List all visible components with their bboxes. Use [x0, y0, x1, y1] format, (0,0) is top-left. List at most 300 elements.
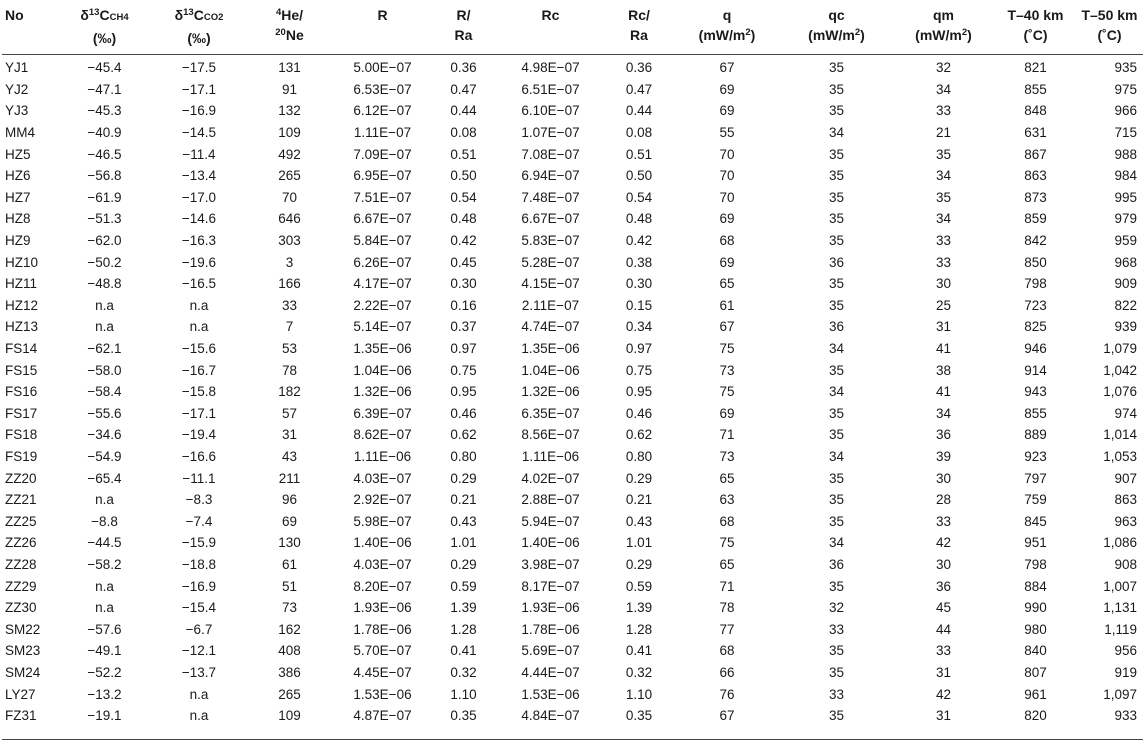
qc-value-cell: 33 — [828, 621, 845, 637]
he-ne-ratio-cell: 70 — [281, 189, 298, 205]
table-row — [2, 187, 1143, 209]
qc-value-cell: 34 — [828, 448, 845, 464]
rc-value-cell: 6.10E−07 — [521, 103, 580, 119]
t50-value-cell: 1,119 — [1104, 621, 1137, 637]
r-value-cell: 5.00E−07 — [353, 60, 412, 76]
rc-value-cell: 6.67E−07 — [521, 211, 580, 227]
d13c-co2-cell: −14.6 — [181, 211, 217, 227]
t40-value-cell: 825 — [1024, 319, 1047, 335]
d13c-co2-cell: −16.5 — [181, 276, 217, 292]
r-ra-cell: 0.75 — [450, 362, 477, 378]
t40-value-cell: 946 — [1024, 341, 1047, 357]
r-ra-cell: 0.50 — [450, 168, 477, 184]
q-value-cell: 75 — [719, 341, 735, 357]
q-value-cell: 67 — [719, 319, 735, 335]
t50-value-cell: 1,014 — [1103, 427, 1137, 443]
t40-value-cell: 923 — [1024, 448, 1047, 464]
t50-value-cell: 909 — [1114, 276, 1137, 292]
header-q: q $(mW/m^2)$ — [698, 7, 756, 43]
q-value-cell: 69 — [719, 103, 735, 119]
he-ne-ratio-cell: 408 — [278, 643, 301, 659]
he-ne-ratio-cell: 130 — [278, 535, 301, 551]
qm-value-cell: 38 — [935, 362, 952, 378]
t50-value-cell: 988 — [1114, 146, 1137, 162]
t50-value-cell: 974 — [1114, 405, 1137, 421]
r-value-cell: 1.35E−06 — [353, 341, 412, 357]
d13c-ch4-cell: −45.4 — [87, 60, 122, 76]
t50-value-cell: 863 — [1114, 492, 1137, 508]
he-ne-ratio-cell: 3 — [285, 254, 294, 270]
qm-value-cell: 33 — [935, 513, 952, 529]
qm-value-cell: 41 — [935, 341, 952, 357]
qc-value-cell: 35 — [828, 470, 845, 486]
rc-ra-cell: 0.42 — [625, 233, 653, 249]
he-ne-ratio-cell: 73 — [281, 600, 298, 616]
qc-value-cell: 35 — [828, 60, 845, 76]
d13c-ch4-cell: −51.3 — [87, 211, 122, 227]
qc-value-cell: 35 — [828, 643, 845, 659]
r-value-cell: 1.78E−06 — [353, 621, 412, 637]
t40-value-cell: 821 — [1024, 60, 1047, 76]
rc-ra-cell: 0.62 — [625, 427, 653, 443]
t50-value-cell: 907 — [1114, 470, 1137, 486]
r-value-cell: 1.11E−06 — [353, 448, 412, 464]
r-ra-cell: 0.30 — [450, 276, 477, 292]
t40-value-cell: 820 — [1024, 708, 1047, 724]
table-row — [2, 403, 1143, 425]
sample-id-cell: SM22 — [5, 621, 41, 637]
qc-value-cell: 35 — [828, 297, 845, 313]
he-ne-ratio-cell: 303 — [278, 233, 301, 249]
r-value-cell: 5.70E−07 — [353, 643, 412, 659]
rc-ra-cell: 0.29 — [625, 470, 653, 486]
t40-value-cell: 798 — [1024, 556, 1047, 572]
r-ra-cell: 0.44 — [450, 103, 477, 119]
d13c-co2-cell: n.a — [189, 319, 209, 335]
d13c-ch4-cell: n.a — [95, 600, 114, 616]
r-ra-cell: 1.01 — [450, 535, 477, 551]
he-ne-ratio-cell: 51 — [281, 578, 298, 594]
rc-ra-cell: 0.15 — [625, 297, 653, 313]
d13c-ch4-cell: −40.9 — [87, 125, 122, 141]
r-value-cell: 5.84E−07 — [353, 233, 412, 249]
t50-value-cell: 995 — [1114, 189, 1137, 205]
q-value-cell: 71 — [719, 427, 735, 443]
qc-value-cell: 35 — [828, 233, 845, 249]
d13c-co2-cell: −15.9 — [181, 535, 217, 551]
qc-value-cell: 35 — [828, 513, 845, 529]
qm-value-cell: 30 — [935, 556, 952, 572]
r-ra-cell: 0.29 — [450, 470, 477, 486]
qc-value-cell: 36 — [828, 556, 845, 572]
t40-value-cell: 943 — [1024, 384, 1047, 400]
d13c-ch4-cell: −57.6 — [87, 621, 122, 637]
header-r-ra: R/ Ra — [454, 7, 473, 43]
header-d13c-ch4: $\delta^{13}CCH4$ (‰) — [80, 7, 129, 46]
qc-value-cell: 35 — [828, 146, 845, 162]
t50-value-cell: 1,086 — [1103, 535, 1137, 551]
r-ra-cell: 0.51 — [450, 146, 477, 162]
qc-value-cell: 32 — [828, 600, 845, 616]
he-ne-ratio-cell: 492 — [278, 146, 301, 162]
q-value-cell: 77 — [719, 621, 735, 637]
r-ra-cell: 0.37 — [450, 319, 477, 335]
sample-id-cell: HZ12 — [5, 297, 39, 313]
d13c-co2-cell: −18.8 — [181, 556, 217, 572]
he-ne-ratio-cell: 31 — [281, 427, 298, 443]
t40-value-cell: 723 — [1024, 297, 1047, 313]
rc-value-cell: 1.78E−06 — [521, 621, 580, 637]
q-value-cell: 75 — [719, 535, 735, 551]
r-value-cell: 6.12E−07 — [353, 103, 412, 119]
he-ne-ratio-cell: 91 — [281, 81, 298, 97]
sample-id-cell: ZZ20 — [5, 470, 37, 486]
t50-value-cell: 1,007 — [1103, 578, 1137, 594]
t50-value-cell: 1,042 — [1103, 362, 1137, 378]
r-value-cell: 5.14E−07 — [353, 319, 412, 335]
q-value-cell: 67 — [719, 60, 735, 76]
q-value-cell: 69 — [719, 254, 735, 270]
t40-value-cell: 990 — [1024, 600, 1047, 616]
q-value-cell: 70 — [719, 146, 735, 162]
t40-value-cell: 840 — [1024, 643, 1047, 659]
header-row — [2, 0, 1143, 55]
r-value-cell: 7.09E−07 — [353, 146, 412, 162]
qm-value-cell: 44 — [935, 621, 952, 637]
qm-value-cell: 30 — [935, 470, 952, 486]
qm-value-cell: 34 — [935, 211, 952, 227]
rc-ra-cell: 0.46 — [625, 405, 653, 421]
table-row — [2, 618, 1143, 640]
rc-value-cell: 1.04E−06 — [521, 362, 580, 378]
d13c-co2-cell: n.a — [189, 297, 209, 313]
qc-value-cell: 35 — [828, 276, 845, 292]
rc-ra-cell: 0.97 — [625, 341, 653, 357]
sample-id-cell: FS14 — [5, 341, 38, 357]
qm-value-cell: 33 — [935, 643, 952, 659]
sample-id-cell: ZZ25 — [5, 513, 37, 529]
rc-value-cell: 7.08E−07 — [521, 146, 580, 162]
qc-value-cell: 36 — [828, 254, 845, 270]
d13c-co2-cell: −6.7 — [185, 621, 213, 637]
sample-id-cell: HZ8 — [5, 211, 31, 227]
r-value-cell: 6.53E−07 — [353, 81, 412, 97]
sample-id-cell: FS16 — [5, 384, 38, 400]
rc-value-cell: 6.51E−07 — [521, 81, 580, 97]
qm-value-cell: 30 — [935, 276, 952, 292]
rc-ra-cell: 0.51 — [625, 146, 653, 162]
rc-ra-cell: 0.32 — [625, 664, 653, 680]
d13c-ch4-cell: −54.9 — [87, 448, 122, 464]
rc-ra-cell: 0.44 — [625, 103, 653, 119]
rc-ra-cell: 1.10 — [625, 686, 653, 702]
t40-value-cell: 961 — [1024, 686, 1047, 702]
d13c-ch4-cell: −46.5 — [87, 146, 122, 162]
table-row — [2, 446, 1143, 468]
sample-id-cell: ZZ29 — [5, 578, 37, 594]
r-ra-cell: 0.08 — [450, 125, 477, 141]
t50-value-cell: 1,053 — [1103, 448, 1137, 464]
rc-value-cell: 8.56E−07 — [521, 427, 580, 443]
q-value-cell: 65 — [719, 556, 735, 572]
table-row — [2, 705, 1143, 727]
rc-value-cell: 1.07E−07 — [521, 125, 580, 141]
rc-value-cell: 2.88E−07 — [521, 492, 580, 508]
t40-value-cell: 850 — [1024, 254, 1047, 270]
table-row — [2, 510, 1143, 532]
r-ra-cell: 0.43 — [450, 513, 477, 529]
r-value-cell: 1.93E−06 — [353, 600, 412, 616]
t50-value-cell: 956 — [1114, 643, 1137, 659]
r-value-cell: 1.53E−06 — [353, 686, 412, 702]
t40-value-cell: 859 — [1024, 211, 1047, 227]
q-value-cell: 67 — [719, 708, 735, 724]
he-ne-ratio-cell: 166 — [278, 276, 301, 292]
rc-ra-cell: 0.47 — [625, 81, 653, 97]
header-qc: qc $(mW/m^2)$ — [808, 7, 865, 43]
t50-value-cell: 1,097 — [1103, 686, 1137, 702]
qc-value-cell: 35 — [828, 664, 845, 680]
r-value-cell: 4.17E−07 — [353, 276, 412, 292]
rc-ra-cell: 0.54 — [625, 189, 653, 205]
qm-value-cell: 25 — [935, 297, 952, 313]
table-row — [2, 338, 1143, 360]
rc-ra-cell: 0.35 — [625, 708, 653, 724]
rc-value-cell: 2.11E−07 — [521, 297, 580, 313]
d13c-co2-cell: −16.9 — [181, 578, 217, 594]
r-value-cell: 6.39E−07 — [353, 405, 412, 421]
d13c-ch4-cell: n.a — [95, 297, 114, 313]
q-value-cell: 71 — [719, 578, 735, 594]
qc-value-cell: 34 — [828, 125, 845, 141]
he-ne-ratio-cell: 43 — [281, 448, 298, 464]
d13c-co2-cell: −13.7 — [181, 664, 217, 680]
sample-id-cell: YJ2 — [5, 81, 29, 97]
sample-id-cell: HZ7 — [5, 189, 31, 205]
results-table — [2, 0, 1143, 726]
d13c-ch4-cell: −45.3 — [87, 103, 122, 119]
table-row — [2, 640, 1143, 662]
qc-value-cell: 35 — [828, 405, 845, 421]
q-value-cell: 65 — [719, 470, 735, 486]
rc-ra-cell: 0.48 — [625, 211, 653, 227]
r-value-cell: 6.26E−07 — [353, 254, 412, 270]
t40-value-cell: 759 — [1024, 492, 1047, 508]
rc-value-cell: 5.69E−07 — [521, 643, 580, 659]
he-ne-ratio-cell: 211 — [278, 470, 301, 486]
qc-value-cell: 36 — [828, 319, 845, 335]
sample-id-cell: ZZ21 — [5, 492, 37, 508]
rc-ra-cell: 0.34 — [625, 319, 653, 335]
table-header — [2, 0, 1143, 55]
qm-value-cell: 21 — [935, 125, 952, 141]
d13c-co2-cell: −19.6 — [181, 254, 217, 270]
d13c-co2-cell: −17.1 — [181, 405, 217, 421]
table-row — [2, 359, 1143, 381]
rc-ra-cell: 0.95 — [625, 384, 653, 400]
r-ra-cell: 0.97 — [450, 341, 477, 357]
rc-value-cell: 1.35E−06 — [521, 341, 580, 357]
t50-value-cell: 959 — [1114, 233, 1137, 249]
qm-value-cell: 42 — [935, 686, 952, 702]
t40-value-cell: 980 — [1024, 621, 1047, 637]
rc-ra-cell: 0.08 — [625, 125, 653, 141]
r-ra-cell: 0.59 — [450, 578, 477, 594]
qm-value-cell: 35 — [935, 189, 952, 205]
r-ra-cell: 0.47 — [450, 81, 477, 97]
q-value-cell: 68 — [719, 513, 735, 529]
rc-ra-cell: 0.80 — [625, 448, 653, 464]
t50-value-cell: 715 — [1114, 125, 1137, 141]
table-row — [2, 122, 1143, 144]
rc-ra-cell: 0.29 — [625, 556, 653, 572]
he-ne-ratio-cell: 265 — [278, 168, 301, 184]
d13c-ch4-cell: −61.9 — [87, 189, 122, 205]
r-value-cell: 2.22E−07 — [353, 297, 412, 313]
table-row — [2, 295, 1143, 317]
header-t40: T–40 km (˚C) — [1007, 7, 1064, 43]
q-value-cell: 68 — [719, 643, 735, 659]
q-value-cell: 68 — [719, 233, 735, 249]
table-row — [2, 597, 1143, 619]
r-value-cell: 4.45E−07 — [353, 664, 412, 680]
r-ra-cell: 1.10 — [450, 686, 477, 702]
qm-value-cell: 34 — [935, 168, 952, 184]
q-value-cell: 78 — [719, 600, 735, 616]
t40-value-cell: 873 — [1024, 189, 1047, 205]
rc-ra-cell: 0.75 — [625, 362, 653, 378]
header-rc-ra: Rc/ Ra — [628, 7, 650, 43]
rc-ra-cell: 0.43 — [625, 513, 653, 529]
r-ra-cell: 0.35 — [450, 708, 477, 724]
sample-id-cell: YJ1 — [5, 60, 29, 76]
rc-value-cell: 4.74E−07 — [521, 319, 580, 335]
r-ra-cell: 0.16 — [450, 297, 477, 313]
header-r: R — [377, 7, 388, 23]
sample-id-cell: LY27 — [5, 686, 36, 702]
he-ne-ratio-cell: 78 — [281, 362, 298, 378]
t40-value-cell: 867 — [1024, 146, 1047, 162]
t50-value-cell: 1,131 — [1103, 600, 1137, 616]
qc-value-cell: 33 — [828, 686, 845, 702]
t50-value-cell: 939 — [1114, 319, 1137, 335]
d13c-ch4-cell: −65.4 — [87, 470, 122, 486]
t40-value-cell: 951 — [1024, 535, 1047, 551]
rc-value-cell: 6.35E−07 — [521, 405, 580, 421]
rc-value-cell: 4.84E−07 — [521, 708, 580, 724]
qm-value-cell: 28 — [935, 492, 952, 508]
t40-value-cell: 889 — [1024, 427, 1047, 443]
d13c-co2-cell: −19.4 — [181, 427, 217, 443]
rc-value-cell: 4.15E−07 — [521, 276, 580, 292]
q-value-cell: 63 — [719, 492, 735, 508]
table-row — [2, 230, 1143, 252]
sample-id-cell: ZZ28 — [5, 556, 37, 572]
t50-value-cell: 919 — [1114, 664, 1137, 680]
he-ne-ratio-cell: 96 — [281, 492, 298, 508]
table-row — [2, 316, 1143, 338]
sample-id-cell: HZ11 — [5, 276, 38, 292]
rc-ra-cell: 1.01 — [625, 535, 653, 551]
qc-value-cell: 35 — [828, 211, 845, 227]
t40-value-cell: 848 — [1024, 103, 1047, 119]
header-qm: qm $(mW/m^2)$ — [915, 7, 972, 43]
r-ra-cell: 0.42 — [450, 233, 477, 249]
table-row — [2, 489, 1143, 511]
q-value-cell: 69 — [719, 211, 735, 227]
r-ra-cell: 0.54 — [450, 189, 477, 205]
qm-value-cell: 31 — [935, 708, 952, 724]
header-d13c-co2: $\delta^{13}CCO2$ (‰) — [174, 7, 224, 46]
sample-id-cell: FS15 — [5, 362, 38, 378]
d13c-co2-cell: −16.6 — [181, 448, 217, 464]
sample-id-cell: HZ9 — [5, 233, 31, 249]
d13c-ch4-cell: −48.8 — [87, 276, 122, 292]
table-row — [2, 79, 1143, 101]
qm-value-cell: 35 — [935, 146, 952, 162]
qm-value-cell: 34 — [935, 81, 952, 97]
table-body — [2, 55, 1143, 727]
t40-value-cell: 797 — [1024, 470, 1047, 486]
d13c-co2-cell: −15.4 — [181, 600, 217, 616]
t40-value-cell: 863 — [1024, 168, 1047, 184]
d13c-co2-cell: −17.0 — [181, 189, 217, 205]
t50-value-cell: 935 — [1114, 60, 1137, 76]
d13c-ch4-cell: −55.6 — [87, 405, 122, 421]
d13c-ch4-cell: −13.2 — [87, 686, 122, 702]
r-ra-cell: 0.80 — [450, 448, 477, 464]
rc-value-cell: 5.83E−07 — [521, 233, 580, 249]
d13c-ch4-cell: n.a — [95, 578, 114, 594]
d13c-ch4-cell: −50.2 — [87, 254, 122, 270]
d13c-co2-cell: −15.6 — [181, 341, 217, 357]
t40-value-cell: 914 — [1024, 362, 1047, 378]
r-ra-cell: 1.39 — [450, 600, 477, 616]
rc-value-cell: 7.48E−07 — [521, 189, 580, 205]
table-row — [2, 424, 1143, 446]
r-value-cell: 5.98E−07 — [353, 513, 412, 529]
t50-value-cell: 966 — [1114, 103, 1137, 119]
d13c-ch4-cell: −62.0 — [87, 233, 122, 249]
q-value-cell: 69 — [719, 81, 735, 97]
he-ne-ratio-cell: 69 — [281, 513, 298, 529]
r-ra-cell: 0.21 — [450, 492, 477, 508]
table-row — [2, 208, 1143, 230]
d13c-co2-cell: −8.3 — [185, 492, 213, 508]
he-ne-ratio-cell: 386 — [278, 664, 301, 680]
d13c-ch4-cell: −58.4 — [87, 384, 122, 400]
d13c-co2-cell: −12.1 — [181, 643, 217, 659]
t50-value-cell: 1,076 — [1103, 384, 1137, 400]
qm-value-cell: 39 — [935, 448, 952, 464]
t40-value-cell: 855 — [1024, 81, 1047, 97]
t50-value-cell: 822 — [1114, 297, 1137, 313]
header-no: No — [5, 7, 24, 23]
rc-value-cell: 1.11E−06 — [521, 448, 580, 464]
q-value-cell: 70 — [719, 168, 735, 184]
t50-value-cell: 1,079 — [1103, 341, 1137, 357]
qc-value-cell: 35 — [828, 81, 845, 97]
qc-value-cell: 35 — [828, 427, 845, 443]
rc-value-cell: 4.02E−07 — [521, 470, 580, 486]
t40-value-cell: 845 — [1024, 513, 1047, 529]
sample-id-cell: SM23 — [5, 643, 41, 659]
rc-value-cell: 1.53E−06 — [521, 686, 580, 702]
r-ra-cell: 0.46 — [450, 405, 477, 421]
qc-value-cell: 34 — [828, 384, 845, 400]
r-value-cell: 4.03E−07 — [353, 470, 412, 486]
qm-value-cell: 36 — [935, 427, 952, 443]
